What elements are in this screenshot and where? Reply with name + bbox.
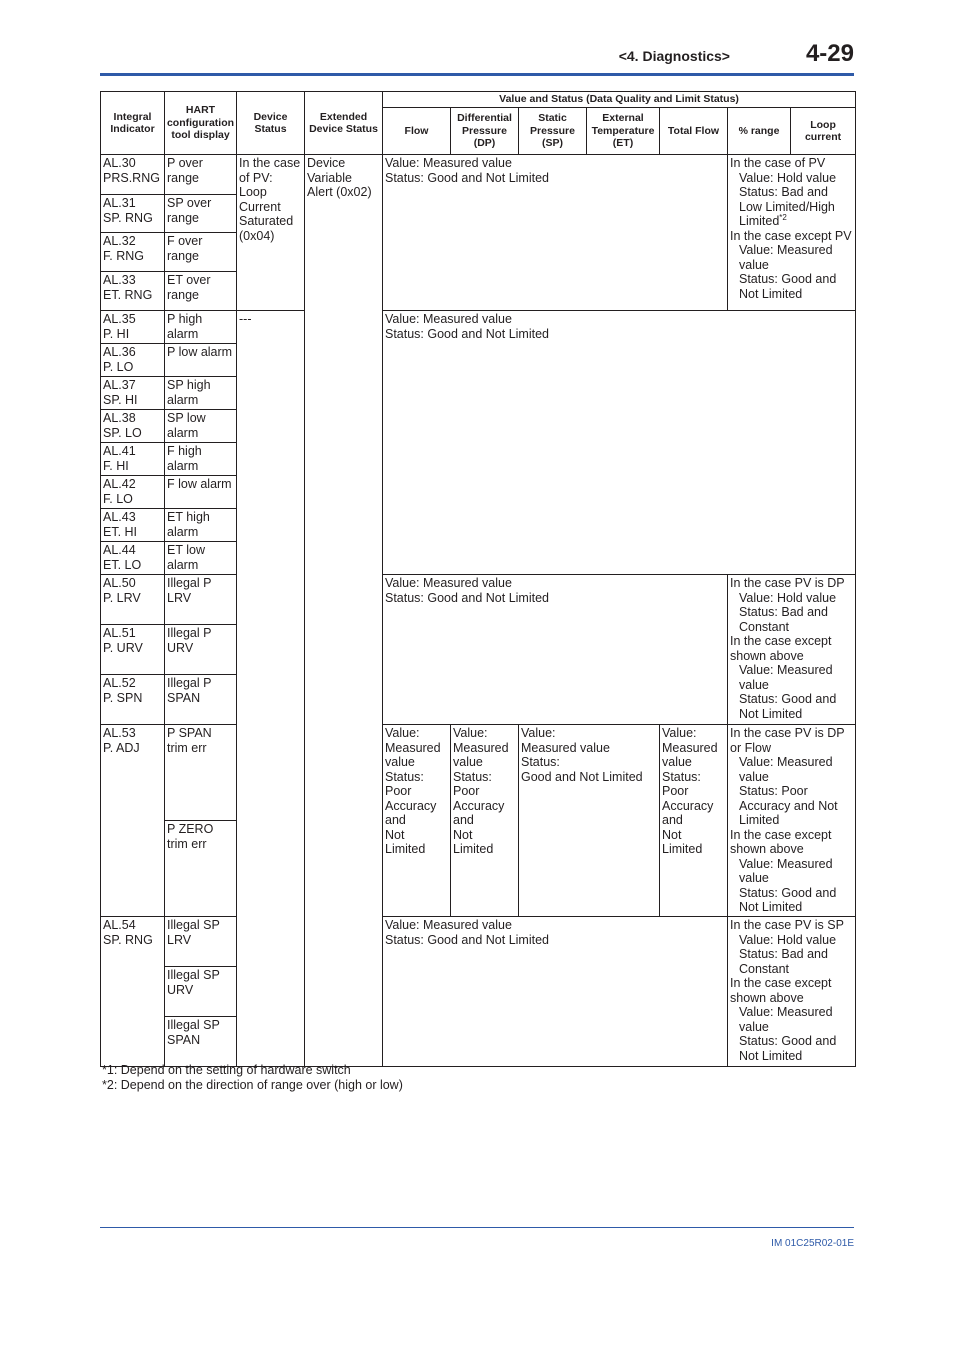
status-text: Status: Good and Not Limited: [385, 170, 549, 185]
header-sp: Static Pressure (SP): [519, 108, 587, 155]
loop-current-cell: [728, 917, 856, 1067]
flow-cell: Value: Measured value Status: Poor Accuracy and Not Limited: [383, 725, 451, 917]
hart-cell: Illegal P LRV: [165, 575, 237, 625]
sp-et-cell: Value: Measured value Status: Good and Not Limited: [519, 725, 660, 917]
hart-cell: Illegal P SPAN: [165, 675, 237, 725]
loop-line: Status: Good and Not Limited: [739, 692, 837, 721]
loop-line: In the case except shown above: [730, 976, 832, 1005]
loop-line: Value: Measured value: [739, 1005, 833, 1034]
loop-line: Status: Poor Accuracy and Not Limited: [739, 784, 838, 827]
indicator-cell: AL.41 F. HI: [101, 443, 165, 476]
loop-line: Status: Bad and Low Limited/High Limited$^{*2}$: [739, 185, 835, 228]
value-text: Value: Measured value: [385, 156, 512, 170]
footnote-2: *2: Depend on the direction of range over (high or low): [102, 1077, 403, 1092]
loop-line: Value: Measured value: [739, 663, 833, 692]
header-flow: Flow: [383, 108, 451, 155]
footnote-ref: *2: [779, 212, 787, 222]
loop-line: In the case except shown above: [730, 634, 832, 663]
loop-line: Status: Good and Not Limited: [739, 1034, 837, 1063]
dp-cell: Value: Measured value Status: Poor Accuracy and Not Limited: [451, 725, 519, 917]
loop-current-cell: [728, 725, 856, 917]
page-number: 4-29: [805, 40, 854, 67]
hart-cell: P over range: [165, 155, 237, 195]
hart-cell: Illegal SP URV: [165, 967, 237, 1017]
hart-cell: Illegal SP SPAN: [165, 1017, 237, 1067]
hart-cell: SP over range: [165, 195, 237, 233]
header-device-status: Device Status: [237, 92, 305, 155]
header-et: External Temperature (ET): [587, 108, 660, 155]
indicator-cell: AL.50 P. LRV: [101, 575, 165, 625]
loop-line: Value: Measured value: [739, 856, 833, 885]
loop-line: Value: Hold value: [739, 170, 837, 185]
header-extended-status: Extended Device Status: [305, 92, 383, 155]
value-text: Value: Measured value: [385, 312, 512, 326]
extended-status-cell: Device Variable Alert (0x02): [305, 155, 383, 1067]
loop-line: Status: Bad and Constant: [739, 947, 828, 976]
loop-line: Status: Good and Not Limited: [739, 885, 837, 914]
header-range: % range: [728, 108, 791, 155]
indicator-cell: AL.31 SP. RNG: [101, 195, 165, 233]
loop-line: In the case PV is SP: [730, 918, 844, 932]
hart-cell: Illegal P URV: [165, 625, 237, 675]
indicator-cell: AL.36 P. LO: [101, 344, 165, 377]
hart-cell: P SPAN trim err: [165, 725, 237, 821]
header-loop-current: Loop current: [791, 108, 856, 155]
value-status-cell: [383, 917, 728, 1067]
indicator-cell: AL.42 F. LO: [101, 476, 165, 509]
footnote-1: *1: Depend on the setting of hardware switch: [102, 1063, 351, 1077]
hart-cell: SP high alarm: [165, 377, 237, 410]
header-integral-indicator: Integral Indicator: [101, 92, 165, 155]
hart-cell: P low alarm: [165, 344, 237, 377]
total-flow-cell: Value: Measured value Status: Poor Accuracy and Not Limited: [660, 725, 728, 917]
footnotes: [102, 1063, 403, 1092]
footer-rule: [100, 1227, 854, 1228]
indicator-cell: AL.35 P. HI: [101, 311, 165, 344]
indicator-cell: AL.30 PRS.RNG: [101, 155, 165, 195]
hart-cell: F over range: [165, 233, 237, 272]
indicator-cell: AL.32 F. RNG: [101, 233, 165, 272]
loop-line: Value: Measured value: [739, 755, 833, 784]
loop-line: In the case except shown above: [730, 827, 832, 856]
indicator-cell: AL.52 P. SPN: [101, 675, 165, 725]
section-title: <4. Diagnostics>: [618, 48, 730, 64]
loop-line: In the case PV is DP: [730, 576, 845, 590]
indicator-cell: AL.38 SP. LO: [101, 410, 165, 443]
status-text: Status: Good and Not Limited: [385, 326, 549, 341]
loop-line: Value: Hold value: [739, 590, 837, 605]
indicator-cell: AL.37 SP. HI: [101, 377, 165, 410]
loop-line: Status: Good and Not Limited: [739, 272, 837, 301]
hart-cell: F high alarm: [165, 443, 237, 476]
document-id: IM 01C25R02-01E: [771, 1238, 854, 1249]
hart-cell: ET high alarm: [165, 509, 237, 542]
value-text: Value: Measured value: [385, 576, 512, 590]
value-status-cell: [383, 575, 728, 725]
hart-cell: Illegal SP LRV: [165, 917, 237, 967]
loop-line: Value: Measured value: [739, 243, 833, 272]
hart-cell: F low alarm: [165, 476, 237, 509]
status-text: Status: Good and Not Limited: [385, 590, 549, 605]
indicator-cell: AL.54 SP. RNG: [101, 917, 165, 1067]
diagnostics-table: [100, 91, 856, 1067]
value-status-cell: [383, 155, 728, 311]
hart-cell: P high alarm: [165, 311, 237, 344]
loop-line: Status: Bad and Constant: [739, 605, 828, 634]
loop-current-cell: [728, 575, 856, 725]
indicator-cell: AL.51 P. URV: [101, 625, 165, 675]
indicator-cell: AL.44 ET. LO: [101, 542, 165, 575]
hart-cell: ET low alarm: [165, 542, 237, 575]
hart-cell: ET over range: [165, 272, 237, 311]
hart-cell: SP low alarm: [165, 410, 237, 443]
status-text: Status: Good and Not Limited: [385, 932, 549, 947]
loop-current-cell: [728, 155, 856, 311]
device-status-cell: ---: [237, 311, 305, 1067]
indicator-cell: AL.43 ET. HI: [101, 509, 165, 542]
device-status-cell: In the case of PV: Loop Current Saturated (0x04): [237, 155, 305, 311]
loop-line: In the case PV is DP or Flow: [730, 726, 845, 755]
loop-line: In the case of PV: [730, 156, 826, 170]
header-dp: Differential Pressure (DP): [451, 108, 519, 155]
indicator-cell: AL.53 P. ADJ: [101, 725, 165, 917]
value-text: Value: Measured value: [385, 918, 512, 932]
indicator-cell: AL.33 ET. RNG: [101, 272, 165, 311]
header-hart-display: HART configuration tool display: [165, 92, 237, 155]
value-status-cell: [383, 311, 856, 575]
header-value-status: Value and Status (Data Quality and Limit Status): [383, 92, 856, 108]
loop-line: Value: Hold value: [739, 932, 837, 947]
header-rule: [100, 73, 854, 76]
header-total-flow: Total Flow: [660, 108, 728, 155]
loop-line: In the case except PV: [730, 228, 852, 243]
hart-cell: P ZERO trim err: [165, 821, 237, 917]
